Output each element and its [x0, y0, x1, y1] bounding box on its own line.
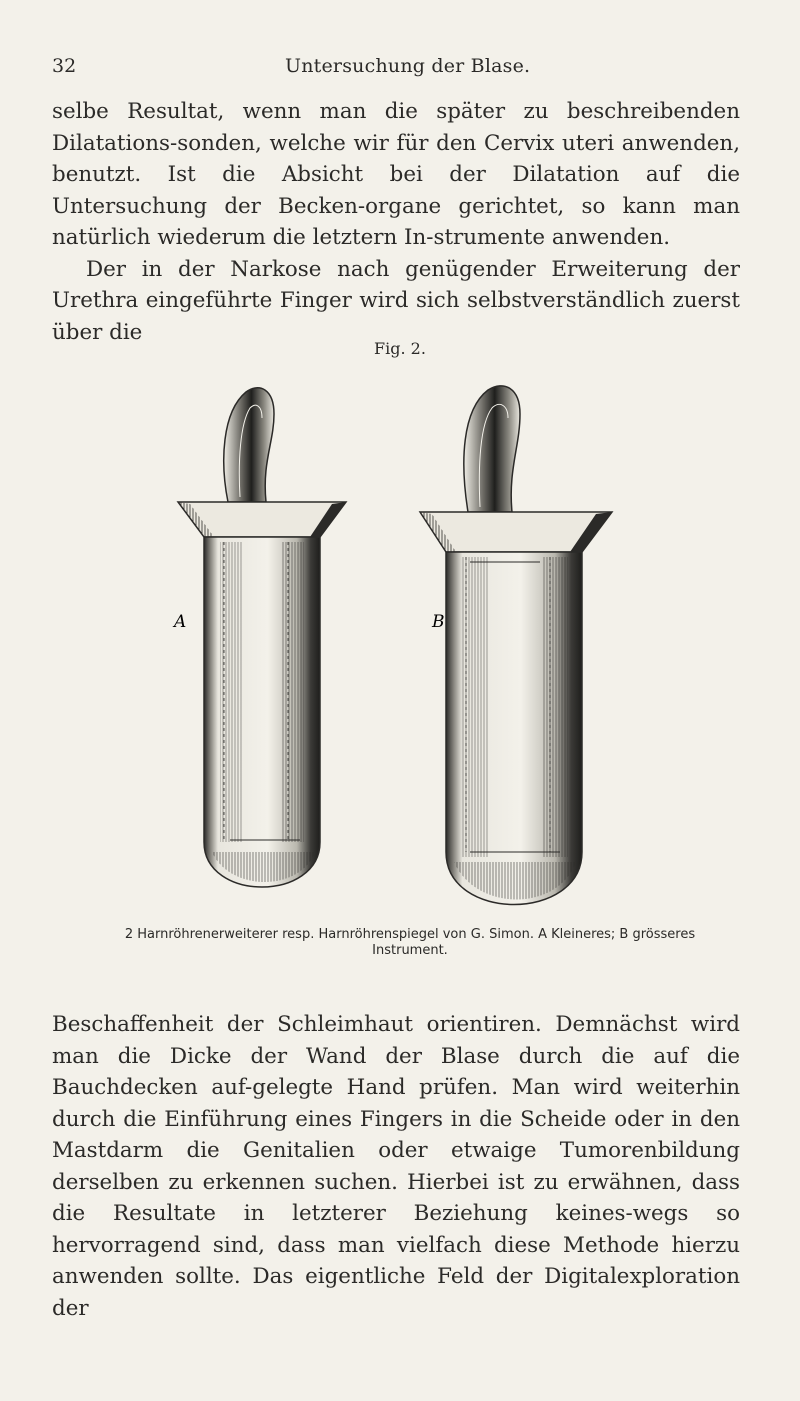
body-text-bottom — [52, 1009, 740, 1324]
paragraph: selbe Resultat, wenn man die später zu beschreibenden Dilatations-sonden, welche wir für den Cervix uteri anwenden, benutzt. Ist die Absicht bei der Dilatation auf die Untersuchung der Becken-organe gerichtet, so kann man natürlich wiederum die letztern In-strumente anwenden. — [52, 99, 740, 250]
page-number: 32 — [52, 55, 77, 77]
label-b: B — [432, 612, 445, 632]
instrument-b — [420, 386, 612, 905]
paragraph: Der in der Narkose nach genügender Erweiterung der Urethra eingeführte Finger wird sich selbstverständlich zuerst über die — [52, 256, 740, 345]
caption-line: 2 Harnröhrenerweiterer resp. Harnröhrenspiegel von G. Simon. A Kleineres; B grösseres — [124, 927, 696, 942]
running-head: Untersuchung der Blase. — [285, 55, 531, 77]
figure-label: Fig. 2. — [374, 339, 426, 358]
paragraph: Beschaffenheit der Schleimhaut orientiren. Demnächst wird man die Dicke der Wand der Blase durch die auf die Bauchdecken auf-gelegte Hand prüfen. Man wird weiterhin durch die Einführung eines Fingers in die Scheide oder in den Mastdarm die Genitalien oder etwaige Tumorenbildung derselben zu erkennen suchen. Hierbei ist zu erwähnen, dass die Resultate in letzterer Beziehung keines-wegs so hervorragend sind, dass man vielfach diese Methode hierzu anwenden sollte. Das eigentliche Feld der Digitalexploration der — [52, 1012, 740, 1321]
instrument-illustration — [150, 362, 650, 922]
instrument-a — [178, 388, 346, 887]
figure-caption — [60, 927, 760, 959]
caption-line: Instrument. — [372, 943, 448, 958]
page-header — [52, 55, 760, 83]
body-text-top — [52, 96, 740, 348]
label-a: A — [174, 612, 187, 632]
